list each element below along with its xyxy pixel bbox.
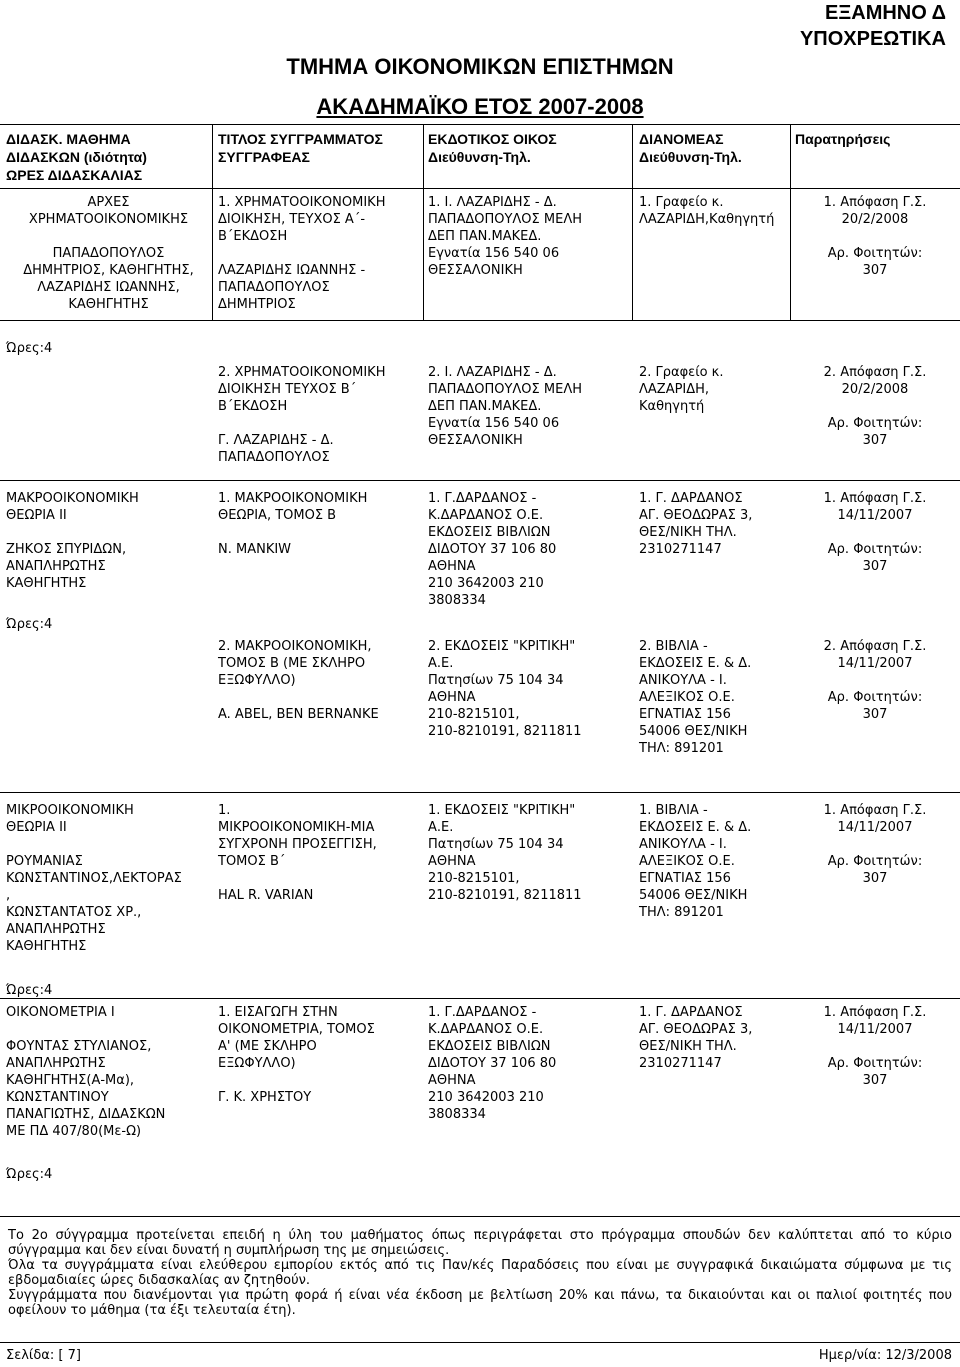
header-remarks: Παρατηρήσεις [795,131,891,147]
hours-label: Ώρες:4 [6,617,53,632]
table-bottom-rule [0,1216,960,1217]
academic-year-title [0,94,960,120]
book-title-cell: 1. ΕΙΣΑΓΩΓΗ ΣΤΗΝ ΟΙΚΟΝΟΜΕΤΡΙΑ, ΤΟΜΟΣ Α' (ΜΕ ΣΚΛΗΡΟ ΕΞΩΦΥΛΛΟ) Γ. Κ. ΧΡΗΣΤΟΥ [218,1005,375,1105]
column-divider [790,124,791,320]
distributor-cell: 1. Γ. ΔΑΡΔΑΝΟΣ ΑΓ. ΘΕΟΔΩΡΑΣ 3, ΘΕΣ/ΝΙΚΗ ΤΗΛ. 2310271147 [639,1005,753,1071]
distributor-cell: 2. ΒΙΒΛΙΑ - ΕΚΔΟΣΕΙΣ Ε. & Δ. ΑΝΙΚΟΥΛΑ - Ι. ΑΛΕΞΙΚΟΣ Ο.Ε. ΕΓΝΑΤΙΑΣ 156 54006 ΘΕΣ/ΝΙΚΗ ΤΗΛ: 891201 [639,639,752,756]
footer-rule [0,1342,960,1343]
distributor-cell: 1. ΒΙΒΛΙΑ - ΕΚΔΟΣΕΙΣ Ε. & Δ. ΑΝΙΚΟΥΛΑ - Ι. ΑΛΕΞΙΚΟΣ Ο.Ε. ΕΓΝΑΤΙΑΣ 156 54006 ΘΕΣ/ΝΙΚΗ ΤΗΛ: 891201 [639,803,752,920]
academic-year-text: ΑΚΑΔΗΜΑΪΚΟ ΕΤΟΣ 2007-2008 [316,94,644,119]
hours-label: Ώρες:4 [6,1167,53,1182]
header-course: ΔΙΔΑΣΚ. ΜΑΘΗΜΑ ΔΙΔΑΣΚΩΝ (ιδιότητα) ΩΡΕΣ ΔΙΔΑΣΚΑΛΙΑΣ [6,131,147,183]
book-title-cell: 1. ΧΡΗΜΑΤΟΟΙΚΟΝΟΜΙΚΗ ΔΙΟΙΚΗΣΗ, ΤΕΥΧΟΣ Α΄- Β΄ΕΚΔΟΣΗ ΛΑΖΑΡΙΔΗΣ ΙΩΑΝΝΗΣ - ΠΑΠΑΔΟΠΟΥΛΟΣ ΔΗΜΗΤΡΙΟΣ [218,195,386,312]
remarks-cell: 1. Απόφαση Γ.Σ. 14/11/2007 Αρ. Φοιτητών: 307 [823,803,927,886]
distributor-cell: 1. Γραφείο κ. ΛΑΖΑΡΙΔΗ,Καθηγητή [639,195,775,227]
remarks-cell: 1. Απόφαση Γ.Σ. 14/11/2007 Αρ. Φοιτητών: 307 [823,1005,927,1088]
semester-label [800,0,946,52]
page-number: Σελίδα: [ 7] [6,1348,81,1363]
department-title: ΤΜΗΜΑ ΟΙΚΟΝΟΜΙΚΩΝ ΕΠΙΣΤΗΜΩΝ [286,54,674,79]
footnote: Το 2ο σύγγραμμα προτείνεται επειδή η ύλη του μαθήματος όπως περιγράφεται στο πρόγραμμα σπουδών δεν καλύπτεται από το κύριο σύγγραμμα και δεν είναι δυνατή η συμπλήρωση της με σημειώσεις. [8,1228,952,1258]
course-cell: ΜΙΚΡΟΟΙΚΟΝΟΜΙΚΗ ΘΕΩΡΙΑ ΙΙ ΡΟΥΜΑΝΙΑΣ ΚΩΝΣΤΑΝΤΙΝΟΣ,ΛΕΚΤΟΡΑΣ , ΚΩΝΣΤΑΝΤΑΤΟΣ ΧΡ., ΑΝΑΠΛΗΡΩΤΗΣ ΚΑΘΗΓΗΤΗΣ [6,803,182,954]
footnote: Όλα τα συγγράμματα είναι ελεύθερου εμπορίου εκτός από τις Παν/κές Παραδόσεις που είναι με συγγραφικά δικαιώματα σύμφωνα με τις εβδομαδιαίες ώρες διδασκαλίας αν ζητηθούν. [8,1258,952,1288]
header-top-rule [0,124,960,125]
publisher-cell: 2. ΕΚΔΟΣΕΙΣ "ΚΡΙΤΙΚΗ" Α.Ε. Πατησίων 75 104 34 ΑΘΗΝΑ 210-8215101, 210-8210191, 8211811 [428,639,582,739]
column-divider [423,124,424,320]
distributor-cell: 1. Γ. ΔΑΡΔΑΝΟΣ ΑΓ. ΘΕΟΔΩΡΑΣ 3, ΘΕΣ/ΝΙΚΗ ΤΗΛ. 2310271147 [639,491,753,557]
column-divider [632,124,633,320]
distributor-cell: 2. Γραφείο κ. ΛΑΖΑΡΙΔΗ, Καθηγητή [639,365,724,414]
header-publisher: ΕΚΔΟΤΙΚΟΣ ΟΙΚΟΣ Διεύθυνση-Τηλ. [428,131,557,165]
semester-line-2: ΥΠΟΧΡΕΩΤΙΚΑ [799,28,946,50]
header-bottom-rule [0,188,960,189]
hours-label: Ώρες:4 [6,341,53,356]
header-title-author: ΤΙΤΛΟΣ ΣΥΓΓΡΑΜΜΑΤΟΣ ΣΥΓΓΡΑΦΕΑΣ [218,131,383,165]
row-rule [0,320,960,321]
semester-line-1: ΕΞΑΜΗΝΟ Δ [825,2,946,24]
publisher-cell: 1. ΕΚΔΟΣΕΙΣ "ΚΡΙΤΙΚΗ" Α.Ε. Πατησίων 75 104 34 ΑΘΗΝΑ 210-8215101, 210-8210191, 8211811 [428,803,582,903]
remarks-cell: 1. Απόφαση Γ.Σ. 14/11/2007 Αρ. Φοιτητών: 307 [823,491,927,574]
course-cell: ΟΙΚΟΝΟΜΕΤΡΙΑ Ι ΦΟΥΝΤΑΣ ΣΤΥΛΙΑΝΟΣ, ΑΝΑΠΛΗΡΩΤΗΣ ΚΑΘΗΓΗΤΗΣ(Α-Μα), ΚΩΝΣΤΑΝΤΙΝΟΥ ΠΑΝΑΓΙΩΤΗΣ, ΔΙΔΑΣΚΩΝ ΜΕ ΠΔ 407/80(Με-Ω) [6,1005,166,1139]
block-rule [0,998,960,999]
block-rule [0,480,960,481]
course-cell: ΑΡΧΕΣ ΧΡΗΜΑΤΟΟΙΚΟΝΟΜΙΚΗΣ ΠΑΠΑΔΟΠΟΥΛΟΣ ΔΗΜΗΤΡΙΟΣ, ΚΑΘΗΓΗΤΗΣ, ΛΑΖΑΡΙΔΗΣ ΙΩΑΝΝΗΣ, ΚΑΘΗΓΗΤΗΣ [23,195,194,312]
document-date: Ημερ/νία: 12/3/2008 [818,1348,952,1363]
remarks-cell: 2. Απόφαση Γ.Σ. 20/2/2008 Αρ. Φοιτητών: 307 [823,365,927,448]
publisher-cell: 2. Ι. ΛΑΖΑΡΙΔΗΣ - Δ. ΠΑΠΑΔΟΠΟΥΛΟΣ ΜΕΛΗ ΔΕΠ ΠΑΝ.ΜΑΚΕΔ. Εγνατία 156 540 06 ΘΕΣΣΑΛΟΝΙΚΗ [428,365,582,448]
block-rule [0,792,960,793]
footnotes [8,1228,952,1318]
footnote: Συγγράμματα που διανέμονται για πρώτη φορά ή είναι νέα έκδοση με βελτίωση 20% και πάνω, τα δικαιούνται και οι παλιοί φοιτητές που οφείλουν το μάθημα (τα έξι τελευταία έτη). [8,1288,952,1318]
remarks-cell: 1. Απόφαση Γ.Σ. 20/2/2008 Αρ. Φοιτητών: 307 [823,195,927,278]
course-cell: ΜΑΚΡΟΟΙΚΟΝΟΜΙΚΗ ΘΕΩΡΙΑ ΙΙ ΖΗΚΟΣ ΣΠΥΡΙΔΩΝ, ΑΝΑΠΛΗΡΩΤΗΣ ΚΑΘΗΓΗΤΗΣ [6,491,139,591]
remarks-cell: 2. Απόφαση Γ.Σ. 14/11/2007 Αρ. Φοιτητών: 307 [823,639,927,722]
book-title-cell: 2. ΧΡΗΜΑΤΟΟΙΚΟΝΟΜΙΚΗ ΔΙΟΙΚΗΣΗ ΤΕΥΧΟΣ Β΄ Β΄ΕΚΔΟΣΗ Γ. ΛΑΖΑΡΙΔΗΣ - Δ. ΠΑΠΑΔΟΠΟΥΛΟΣ [218,365,386,465]
book-title-cell: 2. ΜΑΚΡΟΟΙΚΟΝΟΜΙΚΗ, ΤΟΜΟΣ Β (ΜΕ ΣΚΛΗΡΟ ΕΞΩΦΥΛΛΟ) A. ABEL, BEN BERNANKE [218,639,379,722]
publisher-cell: 1. Γ.ΔΑΡΔΑΝΟΣ - Κ.ΔΑΡΔΑΝΟΣ Ο.Ε. ΕΚΔΟΣΕΙΣ ΒΙΒΛΙΩΝ ΔΙΔΟΤΟΥ 37 106 80 ΑΘΗΝΑ 210 3642003 210 3808334 [428,1005,557,1122]
publisher-cell: 1. Ι. ΛΑΖΑΡΙΔΗΣ - Δ. ΠΑΠΑΔΟΠΟΥΛΟΣ ΜΕΛΗ ΔΕΠ ΠΑΝ.ΜΑΚΕΔ. Εγνατία 156 540 06 ΘΕΣΣΑΛΟΝΙΚΗ [428,195,582,278]
column-divider [212,124,213,320]
header-distributor: ΔΙΑΝΟΜΕΑΣ Διεύθυνση-Τηλ. [639,131,742,165]
publisher-cell: 1. Γ.ΔΑΡΔΑΝΟΣ - Κ.ΔΑΡΔΑΝΟΣ Ο.Ε. ΕΚΔΟΣΕΙΣ ΒΙΒΛΙΩΝ ΔΙΔΟΤΟΥ 37 106 80 ΑΘΗΝΑ 210 3642003 210 3808334 [428,491,557,608]
book-title-cell: 1. ΜΙΚΡΟΟΙΚΟΝΟΜΙΚΗ-ΜΙΑ ΣΥΓΧΡΟΝΗ ΠΡΟΣΕΓΓΙΣΗ, ΤΟΜΟΣ Β΄ HAL R. VARIAN [218,803,377,903]
hours-label: Ώρες:4 [6,983,53,998]
book-title-cell: 1. ΜΑΚΡΟΟΙΚΟΝΟΜΙΚΗ ΘΕΩΡΙΑ, ΤΟΜΟΣ Β N. MANKIW [218,491,368,557]
